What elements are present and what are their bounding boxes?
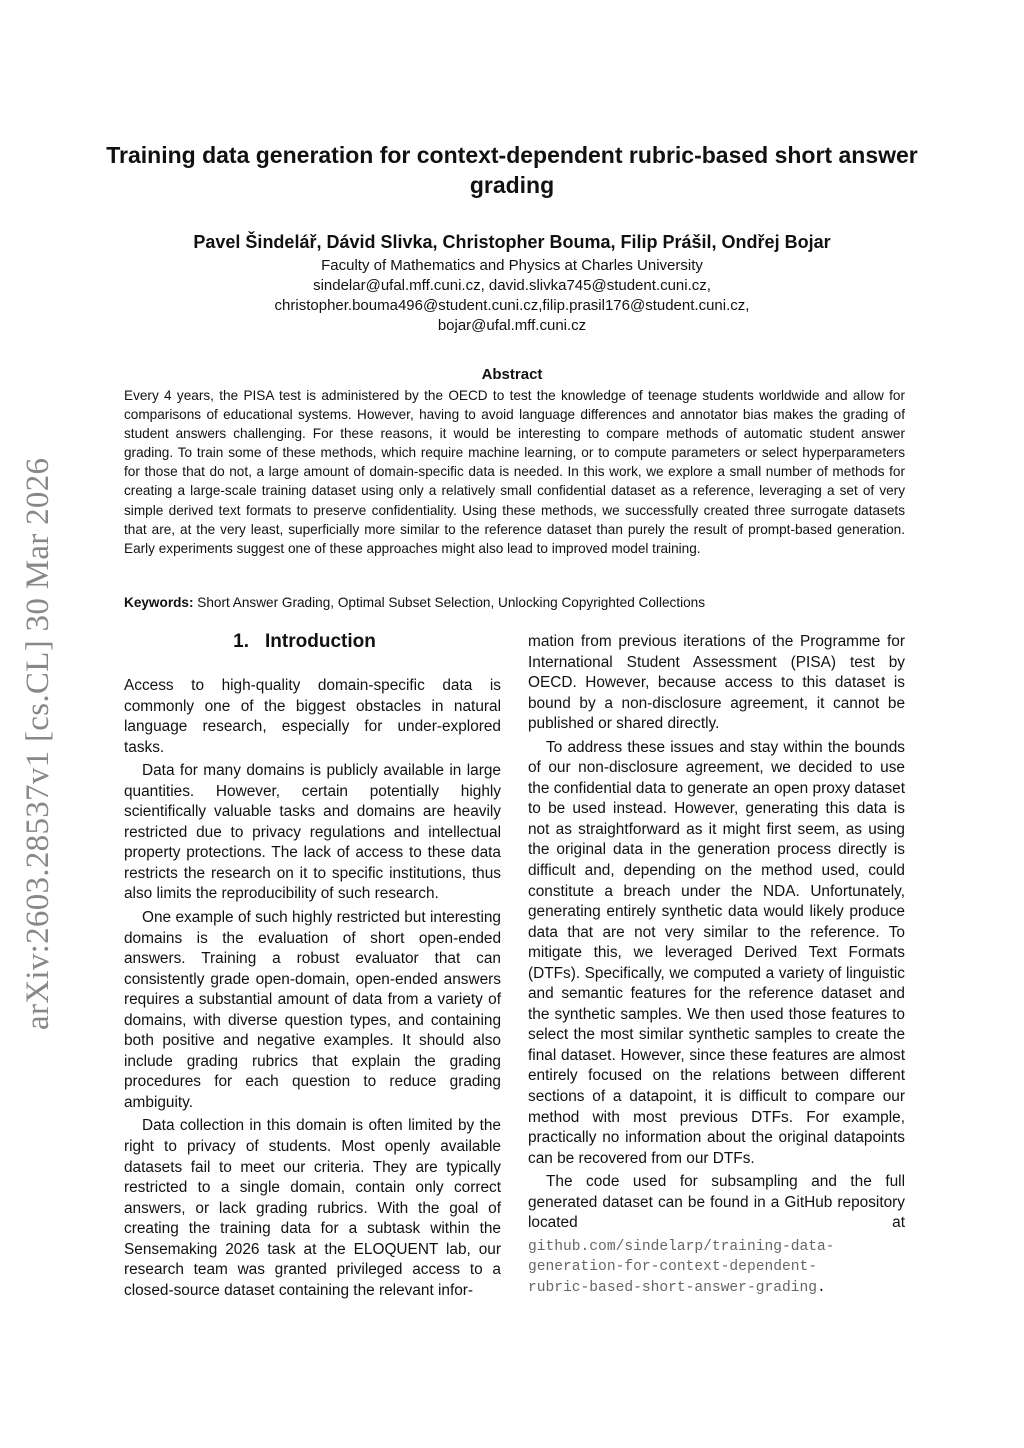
keywords [124, 595, 705, 610]
repo-link[interactable] [528, 1237, 905, 1299]
keywords-text: Short Answer Grading, Optimal Subset Selection, Unlocking Copyrighted Collections [193, 595, 706, 610]
paragraph: To address these issues and stay within the bounds of our non-disclosure agreement, we decided to use the confidential data to generate an open proxy dataset to be used instead. However, generating this data is not as straightforward as it might first seem, as using the original data in the generation process directly is difficult and, depending on the method used, could constitute a breach under the NDA. Unfortunately, generating entirely synthetic data would likely produce data that are not very similar to the reference. To mitigate this, we leveraged Derived Text Formats (DTFs). Specifically, we computed a variety of linguistic and semantic features for the reference dataset and the synthetic samples. We then used those features to select the most similar synthetic samples to create the final dataset. However, since these features are almost entirely focused on the relations between different sections of a datapoint, it is difficult to compare our method with most previous DTFs. For example, practically no information about the original datapoints can be recovered from our DTFs. [528, 738, 905, 1167]
repo-link-line[interactable]: rubric-based-short-answer-grading [528, 1279, 818, 1296]
authors: Pavel Šindelář, Dávid Slivka, Christopher Bouma, Filip Prášil, Ondřej Bojar [193, 232, 831, 252]
email-line: sindelar@ufal.mff.cuni.cz, david.slivka745@student.cuni.cz, [313, 277, 711, 294]
repo-link-line[interactable]: github.com/sindelarp/training-data- [528, 1238, 835, 1255]
paragraph: mation from previous iterations of the Programme for International Student Assessment (PISA) test by OECD. However, because access to this dataset is bound by a non-disclosure agreement, it cannot be published or shared directly. [528, 633, 905, 733]
paragraph: Data collection in this domain is often limited by the right to privacy of students. Most openly available datasets fail to meet our criteria. They are typically restricted to a single domain, contain only correct answers, or lack grading rubrics. With the goal of creating the training data for a subtask within the Sensemaking 2026 task at the ELOQUENT lab, our research team was granted privileged access to a closed-source dataset containing the relevant infor- [124, 1117, 501, 1299]
section-title: Introduction [265, 631, 376, 652]
email-line: bojar@ufal.mff.cuni.cz [437, 317, 587, 334]
left-column [124, 630, 501, 1304]
section-heading [124, 630, 501, 654]
abstract-text: Every 4 years, the PISA test is administered by the OECD to test the knowledge of teenage students worldwide and allow for comparisons of educational systems. However, having to avoid language differences and annotator bias makes the grading of student answers challenging. For these reasons, it would be interesting to compare methods of automatic student answer grading. To train some of these methods, which require machine learning, or to compute parameters or select hyperparameters for those that do not, a large amount of domain-specific data is needed. In this work, we explore a small number of methods for creating a large-scale training dataset using only a relatively small confidential dataset as a reference, leveraging a set of very simple derived text formats to preserve confidentiality. Using these methods, we successfully created three surrogate datasets that are, at the very least, superficially more similar to the reference dataset than purely the result of prompt-based generation. Early experiments suggest one of these approaches might also lead to improved model training. [124, 388, 905, 556]
repo-link-line[interactable]: generation-for-context-dependent- [528, 1259, 818, 1276]
affiliation-block [100, 256, 924, 336]
arxiv-identifier: arXiv:2603.28537v1 [cs.CL] 30 Mar 2026 [20, 457, 56, 1030]
paragraph: Data for many domains is publicly available in large quantities. However, certain potentially highly scientifically valuable tasks and domains are heavily restricted due to privacy regulations and intellectual property protections. The lack of access to these data restricts the research on it to specific institutions, thus also limits the reproducibility of such research. [124, 762, 501, 903]
paragraph: One example of such highly restricted but interesting domains is the evaluation of short open-ended answers. Training a robust evaluator that can consistently grade open-domain, open-ended answers requires a substantial amount of data from a variety of domains, with diverse question types, and containing both positive and negative examples. It should also include grading rubrics that explain the grading procedures for each question to reduce grading ambiguity. [124, 909, 501, 1111]
paper-title: Training data generation for context-dependent rubric-based short answer grading [106, 142, 918, 198]
period: . [817, 1279, 826, 1296]
affiliation: Faculty of Mathematics and Physics at Charles University [321, 257, 703, 274]
email-line: christopher.bouma496@student.cuni.cz,filip.prasil176@student.cuni.cz, [274, 297, 750, 314]
paragraph: The code used for subsampling and the full generated dataset can be found in a GitHub repository located at [528, 1173, 905, 1232]
right-column [528, 632, 905, 1299]
abstract-heading: Abstract [481, 366, 543, 383]
keywords-label: Keywords: [124, 595, 194, 610]
section-number: 1. [233, 631, 250, 652]
paragraph: Access to high-quality domain-specific data is commonly one of the biggest obstacles in natural language research, especially for under-explored tasks. [124, 677, 501, 756]
